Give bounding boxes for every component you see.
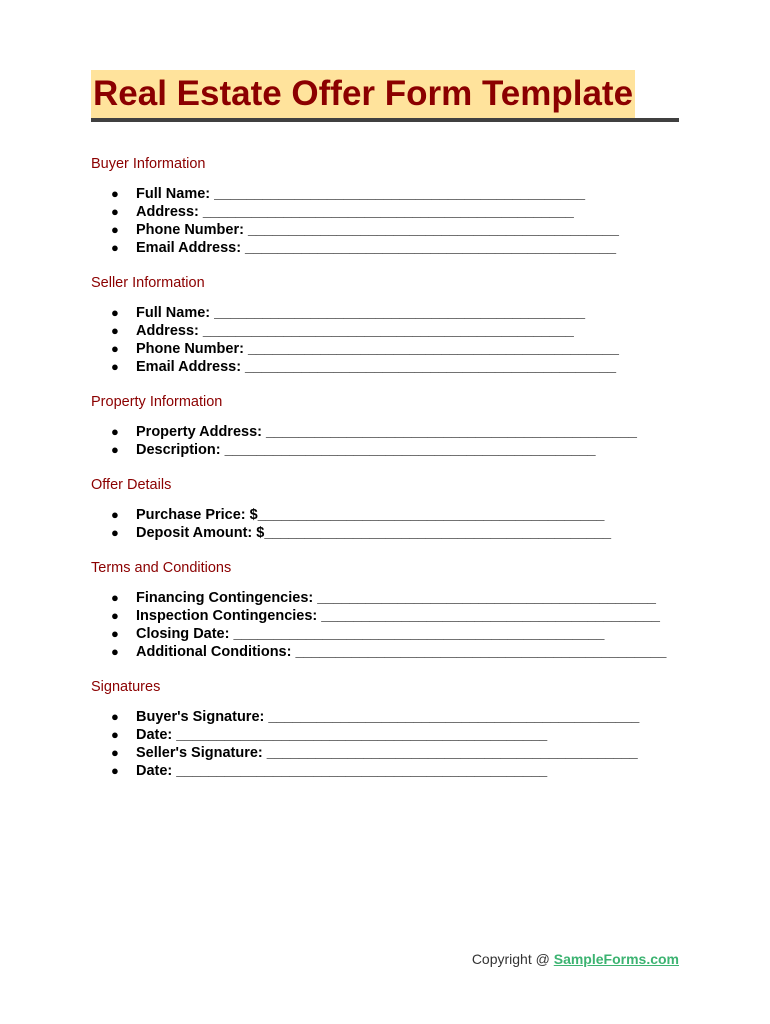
section-terms-and-conditions [91,556,691,661]
bullet-icon: ● [111,745,119,760]
field-list [91,589,691,661]
brand-link[interactable]: SampleForms.com [553,951,679,967]
bullet-icon: ● [111,341,119,356]
bullet-icon: ● [111,323,119,338]
bullet-icon: ● [111,608,119,623]
section-heading: Offer Details [91,477,172,493]
field-item [91,441,691,459]
field-item [91,589,691,607]
field-label: Date: ______________________________________________ [136,727,548,743]
field-item [91,322,691,340]
field-label: Additional Conditions: ______________________________________________ [136,644,667,660]
section-heading: Terms and Conditions [91,560,232,576]
field-label: Address: ______________________________________________ [136,323,574,339]
field-item [91,185,691,203]
bullet-icon: ● [111,709,119,724]
field-label: Deposit Amount: $___________________________________________ [136,525,612,541]
copyright-text: Copyright @ [471,951,554,967]
bullet-icon: ● [111,305,119,320]
field-list [91,185,691,257]
section-offer-details [91,473,691,542]
section-buyer-information [91,152,691,257]
field-list [91,423,691,459]
field-item [91,221,691,239]
bullet-icon: ● [111,525,119,540]
bullet-icon: ● [111,204,119,219]
bullet-icon: ● [111,240,119,255]
field-label: Phone Number: ______________________________________________ [136,222,619,238]
field-item [91,762,691,780]
bullet-icon: ● [111,644,119,659]
field-label: Phone Number: ______________________________________________ [136,341,619,357]
field-item [91,423,691,441]
field-label: Inspection Contingencies: __________________________________________ [136,608,660,624]
bullet-icon: ● [111,186,119,201]
title-underline [91,118,679,122]
field-label: Purchase Price: $___________________________________________ [136,507,605,523]
section-heading: Signatures [91,679,161,695]
bullet-icon: ● [111,424,119,439]
section-seller-information [91,271,691,376]
bullet-icon: ● [111,590,119,605]
bullet-icon: ● [111,222,119,237]
section-property-information [91,390,691,459]
field-item [91,340,691,358]
field-list [91,708,691,780]
field-label: Full Name: ______________________________________________ [136,186,586,202]
field-item [91,744,691,762]
section-heading: Property Information [91,394,223,410]
field-item [91,304,691,322]
section-heading: Buyer Information [91,156,206,172]
form-content [91,152,691,794]
field-label: Date: ______________________________________________ [136,763,548,779]
field-label: Buyer's Signature: ______________________________________________ [136,709,640,725]
field-label: Full Name: ______________________________________________ [136,305,586,321]
field-label: Closing Date: ______________________________________________ [136,626,605,642]
field-item [91,708,691,726]
field-item [91,643,691,661]
field-label: Financing Contingencies: __________________________________________ [136,590,656,606]
field-list [91,304,691,376]
bullet-icon: ● [111,359,119,374]
field-label: Property Address: ______________________________________________ [136,424,637,440]
field-item [91,607,691,625]
page-title: Real Estate Offer Form Template [91,70,635,118]
field-item [91,625,691,643]
bullet-icon: ● [111,442,119,457]
bullet-icon: ● [111,727,119,742]
field-label: Email Address: ______________________________________________ [136,240,617,256]
bullet-icon: ● [111,507,119,522]
section-signatures [91,675,691,780]
section-heading: Seller Information [91,275,205,291]
field-item [91,203,691,221]
copyright-footer [472,951,679,967]
field-label: Email Address: ______________________________________________ [136,359,617,375]
field-list [91,506,691,542]
field-item [91,239,691,257]
title-block [91,70,679,122]
field-item [91,358,691,376]
field-item [91,506,691,524]
field-label: Address: ______________________________________________ [136,204,574,220]
field-label: Description: ______________________________________________ [136,442,596,458]
field-label: Seller's Signature: ______________________________________________ [136,745,638,761]
bullet-icon: ● [111,626,119,641]
field-item [91,524,691,542]
field-item [91,726,691,744]
bullet-icon: ● [111,763,119,778]
